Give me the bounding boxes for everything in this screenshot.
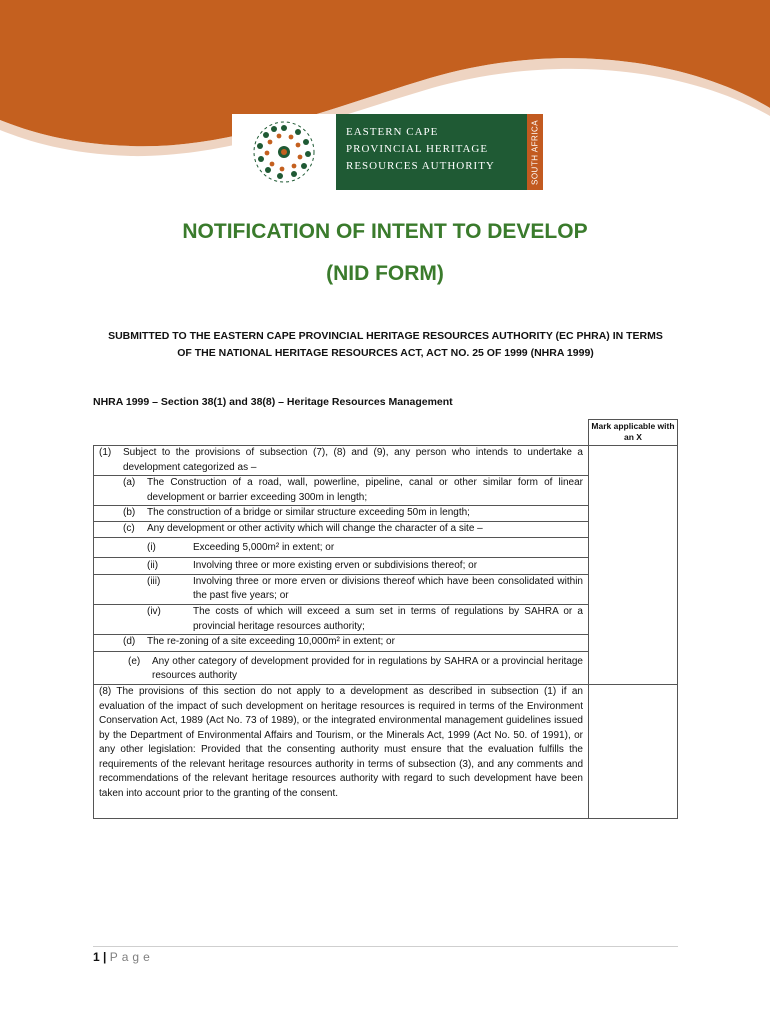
page-separator: | <box>103 950 107 964</box>
subsection-1-number: (1) <box>99 447 112 458</box>
item-c <box>94 522 588 538</box>
page-word: Page <box>109 950 154 964</box>
item-c-iii-text: Involving three or more erven or divisions thereof which have been consolidated within the past five years; or <box>193 575 583 602</box>
logo-line-2: PROVINCIAL HERITAGE <box>346 143 489 155</box>
subsection-1-text: Subject to the provisions of subsection (7), (8) and (9), any person who intends to undertake a development categorized as – <box>123 447 583 473</box>
item-a-text: The Construction of a road, wall, powerline, pipeline, canal or other similar form of linear development or barrier exceeding 300m in length; <box>147 477 583 503</box>
item-c-text: Any development or other activity which will change the character of a site – <box>147 522 483 534</box>
mark-column-header: Mark applicable with an X <box>589 420 678 446</box>
item-c-number: (c) <box>123 522 135 534</box>
mark-box-subsection-1[interactable] <box>589 446 678 685</box>
item-d-number: (d) <box>123 636 136 648</box>
item-c-i-number: (i) <box>147 541 156 553</box>
subsection-8-text: (8) The provisions of this section do not apply to a development as described in subsection (1) if an evaluation of the impact of such development on heritage resources is required in terms of the Environment Conservation Act, 1989 (Act No. 73 of 1989), or the integrated environmental management guidelines issued by the Department of Environmental Affairs and Tourism, or the Minerals Act, 1999 (Act No. 50. of 1991), or any other legislation: Provided that the consenting authority must ensure that the evaluation fulfills the requirements of the relevant heritage resources authority in terms of subsection (3), and any comments and recommendations of the relevant heritage resources authority with regard to such development have been taken into account prior to the granting of the consent. <box>99 685 583 800</box>
logo-text <box>336 114 527 190</box>
item-a-number: (a) <box>123 477 136 489</box>
item-b <box>94 506 588 522</box>
subsection-1-intro <box>94 446 588 476</box>
logo-line-3: RESOURCES AUTHORITY <box>346 160 495 172</box>
item-d-text: The re-zoning of a site exceeding 10,000m² in extent; or <box>147 636 395 648</box>
logo-line-1: EASTERN CAPE <box>346 126 439 138</box>
subsection-1-cell <box>94 446 589 685</box>
submitted-line-2: OF THE NATIONAL HERITAGE RESOURCES ACT, ACT NO. 25 OF 1999 (NHRA 1999) <box>177 347 594 359</box>
table-header-blank <box>94 420 589 446</box>
item-d <box>94 635 588 652</box>
item-c-i <box>94 538 588 559</box>
page-number: 1 <box>93 950 100 964</box>
form-subtitle: (NID FORM) <box>326 262 444 285</box>
item-c-i-text: Exceeding 5,000m² in extent; or <box>193 541 335 553</box>
table-row-subsection-1 <box>94 446 678 685</box>
nid-criteria-table <box>93 419 678 819</box>
section-heading: NHRA 1999 – Section 38(1) and 38(8) – Heritage Resources Management <box>93 396 453 408</box>
item-b-text: The construction of a bridge or similar structure exceeding 50m in length; <box>147 507 470 519</box>
heritage-emblem-icon <box>232 114 336 190</box>
submitted-line-1: SUBMITTED TO THE EASTERN CAPE PROVINCIAL HERITAGE RESOURCES AUTHORITY (EC PHRA) IN TERMS <box>108 330 663 342</box>
table-row-subsection-8 <box>94 684 678 818</box>
item-b-number: (b) <box>123 507 136 519</box>
item-c-iv <box>94 605 588 635</box>
item-c-iv-text: The costs of which will exceed a sum set in terms of regulations by SAHRA or a provincial heritage resources authority; <box>193 605 583 632</box>
item-c-iii-number: (iii) <box>147 575 161 587</box>
logo-side-label: SOUTH AFRICA <box>527 114 543 190</box>
submitted-statement <box>93 328 678 362</box>
subsection-8-cell <box>94 684 589 818</box>
mark-box-subsection-8[interactable] <box>589 684 678 818</box>
item-c-ii-text: Involving three or more existing erven or subdivisions thereof; or <box>193 560 478 572</box>
page-footer <box>93 950 154 964</box>
ecphra-logo <box>232 114 543 190</box>
item-c-iii <box>94 575 588 605</box>
item-e-number: (e) <box>128 655 141 667</box>
item-a <box>94 476 588 506</box>
item-c-ii <box>94 558 588 575</box>
item-c-ii-number: (ii) <box>147 560 159 572</box>
footer-divider <box>93 946 678 947</box>
item-e <box>99 652 583 684</box>
item-c-iv-number: (iv) <box>147 605 161 617</box>
form-title: NOTIFICATION OF INTENT TO DEVELOP <box>182 220 588 243</box>
item-e-text: Any other category of development provided for in regulations by SAHRA or a provincial heritage resources authority <box>152 655 583 682</box>
table-header-row <box>94 420 678 446</box>
